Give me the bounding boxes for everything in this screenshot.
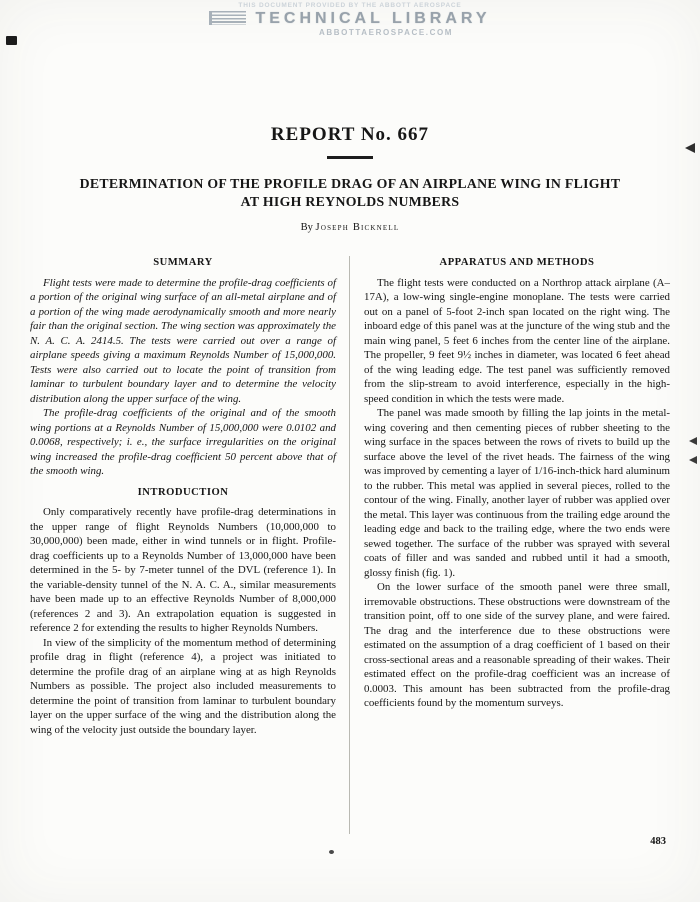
introduction-paragraph-2: In view of the simplicity of the momentum method of determining profile drag in flight (reference 4), a project was initiated to determine the profile drag of an airplane wing at as high Reynolds Numbers as possible. The project also included measurements to determine the point of transition from laminar to turbulent boundary layer on the upper surface of the wing and the distribution along the wing of the velocity just outside the boundary layer. xyxy=(30,636,336,736)
report-number: REPORT No. 667 xyxy=(270,124,430,145)
library-title-row xyxy=(0,10,700,27)
introduction-paragraph-1: Only comparatively recently have profile-drag determinations in the upper range of flight Reynolds Numbers (10,000,000 to 30,000,000) been made, either in wind tunnels or in flight. Profile-drag coefficients up to a Reynolds Number of 13,000,000 have been determined in the 5- by 7-meter tunnel of the DVL (reference 1). In the variable-density tunnel of the N. A. C. A., similar measurements have been made up to an effective Reynolds Number of 8,000,000 (references 2 and 3). An extrapolation equation is suggested in reference 2 for extending the results to higher Reynolds Numbers. xyxy=(30,506,336,634)
summary-heading: SUMMARY xyxy=(153,257,213,268)
apparatus-paragraph-3: On the lower surface of the smooth panel were three small, irremovable obstructions. These obstructions were downstream of the transition point, off to one side of the survey plane, and were faired. The drag and the interference due to these obstructions were estimated on the assumption of a drag coefficient of 1 based on their cross-sectional areas and a reasonable spreading of their wakes. Their estimated effect on the profile-drag coefficient was an increase of 0.0003. This amount has been subtracted from the profile-drag coefficients found by the momentum surveys. xyxy=(364,581,670,709)
introduction-heading: INTRODUCTION xyxy=(137,486,229,498)
summary-paragraph-1: Flight tests were made to determine the profile-drag coefficients of a portion of the original wing surface of an all-metal airplane and of a portion of the wing made aerodynamically smooth and more nearly fair than the original section. The wing section was approximately the N. A. C. A. 2414.5. The tests were carried out over a range of airplane speeds giving a maximum Reynolds Number of 15,000,000. Tests were also carried out to locate the point of transition from laminar to turbulent boundary layer and to determine the velocity distribution along the upper surface of the wing. xyxy=(30,276,336,405)
byline xyxy=(0,222,700,233)
report-title-line2: AT HIGH REYNOLDS NUMBERS xyxy=(240,193,460,209)
provided-by-line: THIS DOCUMENT PROVIDED BY THE ABBOTT AEROSPACE xyxy=(238,2,462,9)
striped-library-logo-icon xyxy=(209,11,246,25)
apparatus-paragraph-1: The flight tests were conducted on a Northrop attack airplane (A–17A), a low-wing single-engine monoplane. The tests were carried out on a panel of 5-foot 2-inch span located on the right wing. The inboard edge of this panel was at the juncture of the wing stub and the main wing panel, 5 feet 6 inches from the center line of the airplane. The propeller, 9 feet 9½ inches in diameter, was located 6 feet ahead of the wing leading edge. The test panel was sufficiently removed from the slip-stream to avoid interference, especially in the high-speed condition in which the tests were made. xyxy=(364,276,670,405)
library-title: TECHNICAL LIBRARY xyxy=(255,10,491,27)
apparatus-paragraph-2: The panel was made smooth by filling the lap joints in the metal-wing covering and then cementing pieces of rubber sheeting to the wing surface in the spaces between the rows of rivets to build up the surface above the level of the rivet heads. The fairness of the wing was improved by cementing a layer of 1/16-inch-thick hard aluminum to the rubber. This metal was applied in several pieces, rolled to the contour of the wing. Finally, another layer of rubber was applied over the metal. This layer was continuous from the trailing edge around the leading edge and back to the trailing edge, where the two ends were sewed together. The surface of the rubber was sprayed with several coats of filler and was sanded and rubbed until it had a smooth, glossy finish (fig. 1). xyxy=(364,407,670,579)
scan-artifact-speck xyxy=(329,850,334,854)
body-columns xyxy=(30,256,670,737)
scan-artifact-blob xyxy=(6,36,17,45)
library-site-url: ABBOTTAEROSPACE.COM xyxy=(318,28,454,37)
apparatus-heading: APPARATUS AND METHODS xyxy=(439,257,595,268)
left-column xyxy=(30,256,336,737)
report-title xyxy=(0,175,700,210)
summary-paragraph-2: The profile-drag coefficients of the original and of the smooth wing portions at a Reynolds Number of 15,000,000 were 0.0102 and 0.0068, respectively; i. e., the surface irregularities on the original wing increased the profile-drag coefficient 50 percent above that of the smooth wing. xyxy=(30,407,336,477)
scan-watermark xyxy=(0,2,700,37)
report-title-line1: DETERMINATION OF THE PROFILE DRAG OF AN AIRPLANE WING IN FLIGHT xyxy=(79,176,621,191)
scan-artifact-triangle xyxy=(689,456,697,464)
page-number: 483 xyxy=(650,836,666,847)
byline-prefix: By xyxy=(300,222,313,233)
scan-artifact-triangle xyxy=(689,437,697,445)
title-rule xyxy=(327,156,373,159)
right-column xyxy=(364,256,670,737)
author-name: Joseph Bicknell xyxy=(315,222,400,233)
